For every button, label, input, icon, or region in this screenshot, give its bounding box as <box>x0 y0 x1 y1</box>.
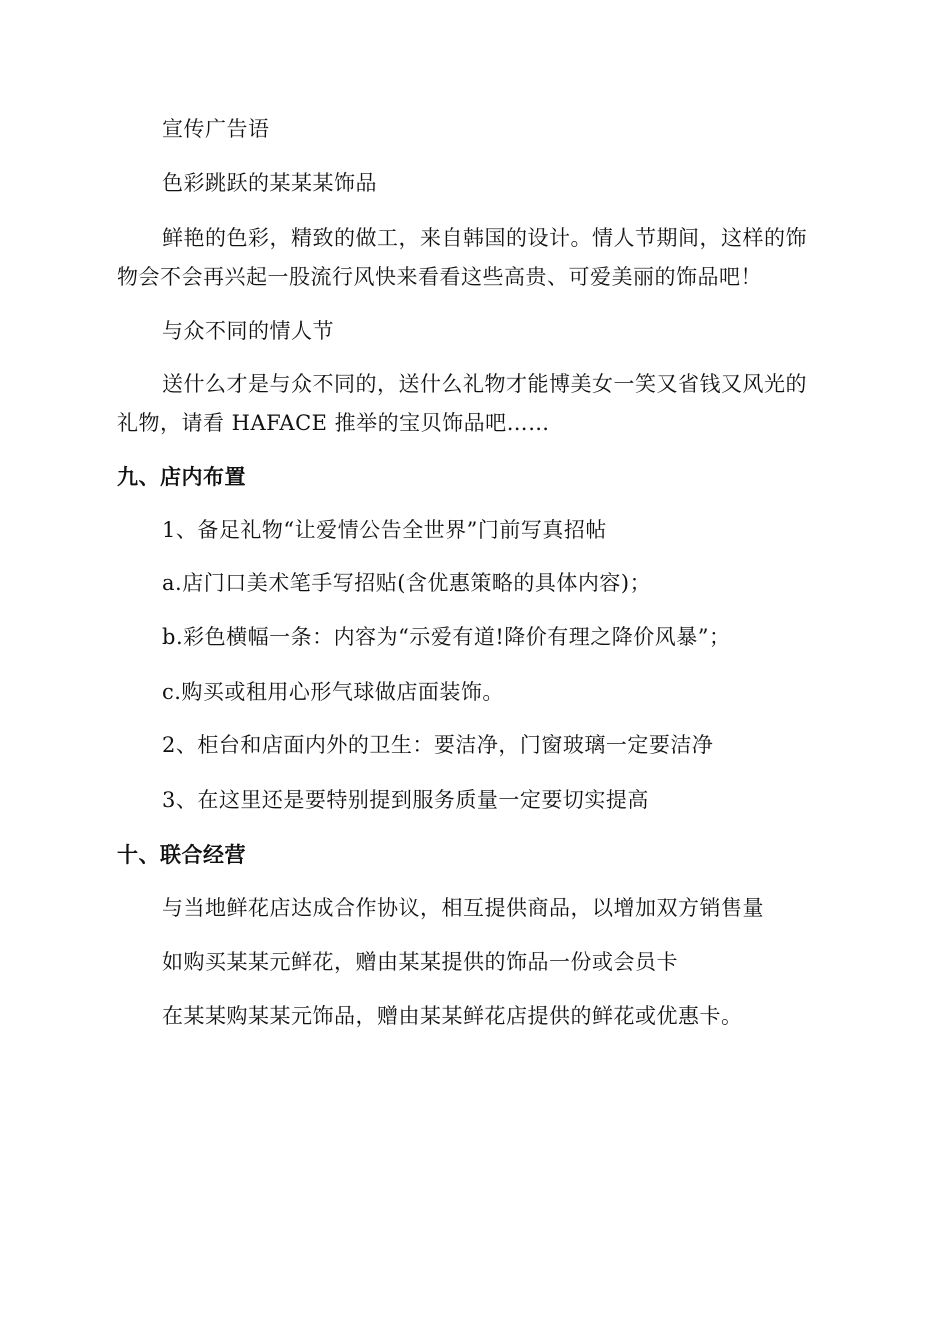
paragraph-unique-valentine: 与众不同的情人节 <box>162 319 334 343</box>
list-item-banner: b.彩色横幅一条：内容为“示爱有道!降价有理之降价风暴”； <box>162 625 731 649</box>
list-item-cleanliness: 2、柜台和店面内外的卫生：要洁净，门窗玻璃一定要洁净 <box>162 733 714 757</box>
paragraph-ad-slogan-title: 宣传广告语 <box>162 117 270 141</box>
list-item-service-quality: 3、在这里还是要特别提到服务质量一定要切实提高 <box>162 788 649 812</box>
list-item-handwritten-poster: a.店门口美术笔手写招贴(含优惠策略的具体内容)； <box>162 571 652 595</box>
section-heading-store-layout: 九、店内布置 <box>117 465 246 489</box>
paragraph-buy-flowers-offer: 如购买某某元鲜花，赠由某某提供的饰品一份或会员卡 <box>162 950 678 974</box>
paragraph-what-to-gift-line-1: 送什么才是与众不同的，送什么礼物才能博美女一笑又省钱又风光的 <box>162 372 807 396</box>
paragraph-buy-jewelry-offer: 在某某购某某元饰品，赠由某某鲜花店提供的鲜花或优惠卡。 <box>162 1004 743 1028</box>
paragraph-bright-colors-line-2: 物会不会再兴起一股流行风快来看看这些高贵、可爱美丽的饰品吧！ <box>117 265 762 289</box>
list-item-gift-poster: 1、备足礼物“让爱情公告全世界”门前写真招帖 <box>162 518 607 542</box>
paragraph-what-to-gift-line-2: 礼物，请看 HAFACE 推举的宝贝饰品吧…… <box>117 411 550 435</box>
list-item-heart-balloons: c.购买或租用心形气球做店面装饰。 <box>162 680 504 704</box>
paragraph-colorful-jewelry: 色彩跳跃的某某某饰品 <box>162 171 377 195</box>
section-heading-joint-operation: 十、联合经营 <box>117 843 246 867</box>
paragraph-flower-shop-agreement: 与当地鲜花店达成合作协议，相互提供商品，以增加双方销售量 <box>162 896 764 920</box>
paragraph-bright-colors-line-1: 鲜艳的色彩，精致的做工，来自韩国的设计。情人节期间，这样的饰 <box>162 226 807 250</box>
